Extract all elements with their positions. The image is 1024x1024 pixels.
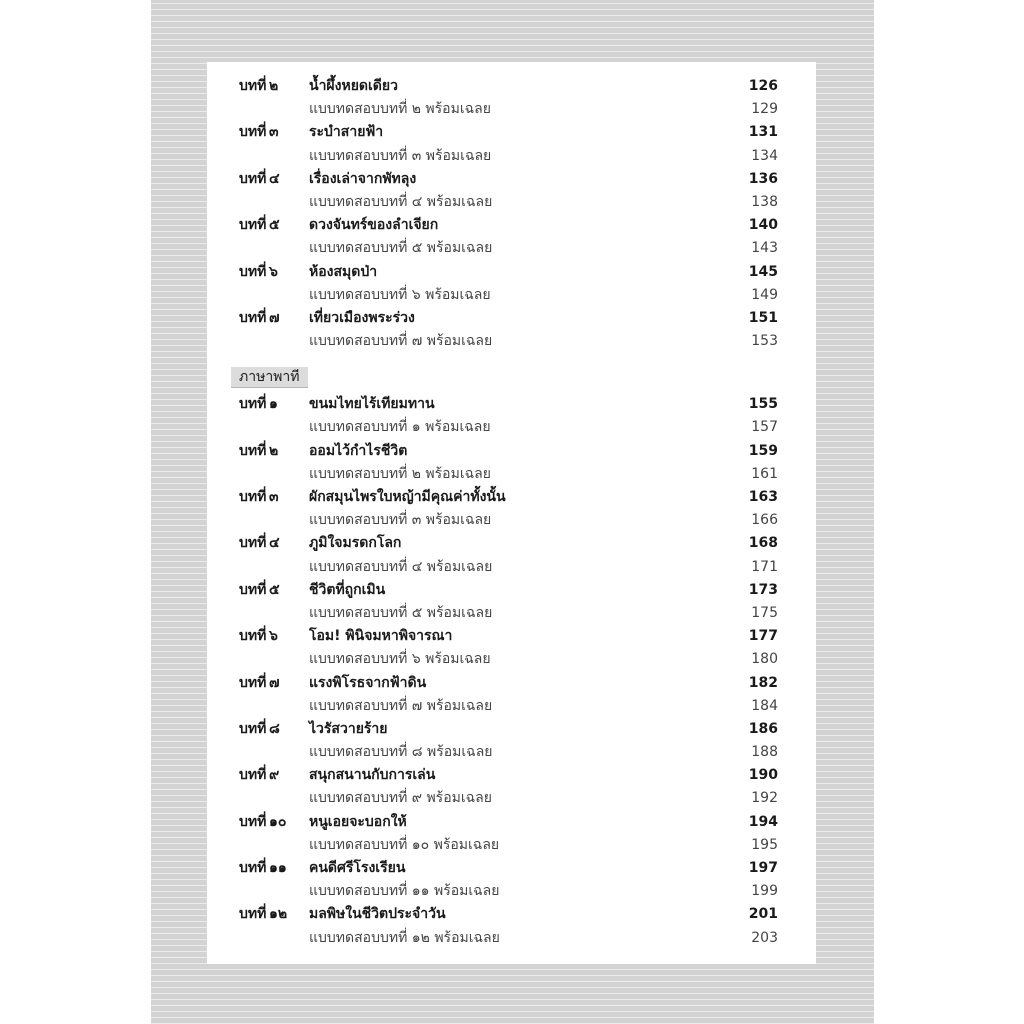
- chapter-page-number: 173: [748, 581, 778, 598]
- chapter-number: ๗: [269, 309, 280, 326]
- chapter-label: บทที่: [239, 628, 267, 645]
- quiz-title: แบบทดสอบบทที่ ๑ พร้อมเฉลย: [309, 419, 491, 436]
- quiz-title: แบบทดสอบบทที่ ๖ พร้อมเฉลย: [309, 651, 491, 668]
- chapter-label: บทที่: [239, 720, 267, 737]
- chapter-entry[interactable]: [207, 718, 816, 741]
- quiz-entry[interactable]: [207, 880, 816, 903]
- quiz-entry[interactable]: [207, 330, 816, 353]
- chapter-page-number: 182: [748, 674, 778, 691]
- quiz-title: แบบทดสอบบทที่ ๕ พร้อมเฉลย: [309, 604, 493, 621]
- table-of-contents: [207, 75, 816, 950]
- chapter-title: โอม! พินิจมหาพิจารณา: [309, 628, 453, 645]
- quiz-entry[interactable]: [207, 556, 816, 579]
- quiz-page-number: 203: [751, 929, 778, 946]
- chapter-page-number: 168: [748, 535, 778, 552]
- chapter-title: เรื่องเล่าจากพัทลุง: [309, 170, 417, 187]
- quiz-title: แบบทดสอบบทที่ ๔ พร้อมเฉลย: [309, 558, 493, 575]
- chapter-entry[interactable]: [207, 532, 816, 555]
- quiz-entry[interactable]: [207, 741, 816, 764]
- chapter-page-number: 140: [748, 217, 778, 234]
- chapter-entry[interactable]: [207, 168, 816, 191]
- chapter-number: ๘: [269, 720, 280, 737]
- chapter-title: ไวรัสวายร้าย: [309, 720, 388, 737]
- chapter-title: แรงพิโรธจากฟ้าดิน: [309, 674, 427, 691]
- chapter-number: ๔: [269, 535, 280, 552]
- chapter-title: เที่ยวเมืองพระร่วง: [309, 309, 415, 326]
- quiz-title: แบบทดสอบบทที่ ๗ พร้อมเฉลย: [309, 333, 493, 350]
- chapter-label: บทที่: [239, 396, 267, 413]
- quiz-page-number: 180: [751, 651, 778, 668]
- chapter-entry[interactable]: [207, 857, 816, 880]
- quiz-page-number: 175: [751, 604, 778, 621]
- chapter-page-number: 186: [748, 720, 778, 737]
- quiz-page-number: 161: [751, 465, 778, 482]
- chapter-label: บทที่: [239, 860, 267, 876]
- chapter-number: ๗: [269, 674, 280, 691]
- quiz-entry[interactable]: [207, 602, 816, 625]
- chapter-entry[interactable]: [207, 579, 816, 602]
- chapter-title: ชีวิตที่ถูกเมิน: [309, 581, 386, 598]
- quiz-entry[interactable]: [207, 787, 816, 810]
- quiz-title: แบบทดสอบบทที่ ๙ พร้อมเฉลย: [309, 790, 492, 807]
- quiz-title: แบบทดสอบบทที่ ๓ พร้อมเฉลย: [309, 512, 492, 529]
- chapter-entry[interactable]: [207, 811, 816, 834]
- quiz-page-number: 138: [751, 193, 778, 210]
- quiz-entry[interactable]: [207, 509, 816, 532]
- chapter-label: บทที่: [239, 906, 267, 923]
- chapter-title: ออมไว้กำไรชีวิต: [309, 442, 408, 459]
- chapter-label: บทที่: [239, 489, 267, 505]
- chapter-label: บทที่: [239, 124, 267, 141]
- quiz-page-number: 153: [751, 333, 778, 350]
- toc-page: [207, 62, 816, 964]
- chapter-label: บทที่: [239, 767, 267, 784]
- chapter-page-number: 197: [748, 860, 778, 876]
- section-spacer: [207, 353, 816, 365]
- quiz-title: แบบทดสอบบทที่ ๕ พร้อมเฉลย: [309, 240, 493, 257]
- chapter-page-number: 151: [748, 309, 778, 326]
- chapter-label: บทที่: [239, 813, 267, 830]
- quiz-page-number: 157: [751, 419, 778, 436]
- chapter-title: ผักสมุนไพรใบหญ้ามีคุณค่าทั้งนั้น: [309, 489, 506, 505]
- quiz-title: แบบทดสอบบทที่ ๗ พร้อมเฉลย: [309, 697, 493, 714]
- chapter-number: ๕: [269, 217, 280, 234]
- quiz-entry[interactable]: [207, 927, 816, 950]
- quiz-entry[interactable]: [207, 648, 816, 671]
- chapter-label: บทที่: [239, 581, 267, 598]
- chapter-label: บทที่: [239, 535, 267, 552]
- quiz-title: แบบทดสอบบทที่ ๒ พร้อมเฉลย: [309, 465, 491, 482]
- chapter-number: ๖: [269, 628, 278, 645]
- chapter-title: ระบำสายฟ้า: [309, 124, 384, 141]
- chapter-number: ๒: [269, 442, 279, 459]
- chapter-label: บทที่: [239, 309, 267, 326]
- quiz-page-number: 129: [751, 101, 778, 118]
- chapter-number: ๙: [269, 767, 280, 784]
- chapter-title: หนูเอยจะบอกให้: [309, 813, 407, 830]
- chapter-number: ๖: [269, 263, 278, 280]
- chapter-page-number: 201: [748, 906, 778, 923]
- chapter-entry[interactable]: [207, 625, 816, 648]
- chapter-label: บทที่: [239, 78, 267, 94]
- quiz-entry[interactable]: [207, 416, 816, 439]
- chapter-entry[interactable]: [207, 440, 816, 463]
- quiz-title: แบบทดสอบบทที่ ๑๑ พร้อมเฉลย: [309, 883, 500, 900]
- chapter-number: ๕: [269, 581, 280, 598]
- chapter-page-number: 145: [748, 263, 778, 280]
- quiz-page-number: 166: [751, 512, 778, 529]
- quiz-page-number: 192: [751, 790, 778, 807]
- quiz-page-number: 143: [751, 240, 778, 257]
- quiz-entry[interactable]: [207, 191, 816, 214]
- quiz-title: แบบทดสอบบทที่ ๖ พร้อมเฉลย: [309, 286, 491, 303]
- chapter-entry[interactable]: [207, 393, 816, 416]
- section-title: ภาษาพาที: [231, 367, 308, 388]
- chapter-title: สนุกสนานกับการเล่น: [309, 767, 436, 784]
- chapter-entry[interactable]: [207, 307, 816, 330]
- quiz-title: แบบทดสอบบทที่ ๑๒ พร้อมเฉลย: [309, 929, 500, 946]
- section-header: [207, 365, 816, 389]
- quiz-page-number: 188: [751, 744, 778, 761]
- quiz-page-number: 184: [751, 697, 778, 714]
- chapter-number: ๑๑: [269, 860, 287, 876]
- chapter-label: บทที่: [239, 170, 267, 187]
- quiz-entry[interactable]: [207, 237, 816, 260]
- chapter-number: ๔: [269, 170, 280, 187]
- quiz-page-number: 199: [751, 883, 778, 900]
- chapter-number: ๑๒: [269, 906, 288, 923]
- quiz-title: แบบทดสอบบทที่ ๓ พร้อมเฉลย: [309, 147, 492, 164]
- quiz-entry[interactable]: [207, 695, 816, 718]
- chapter-page-number: 177: [748, 628, 778, 645]
- quiz-title: แบบทดสอบบทที่ ๑๐ พร้อมเฉลย: [309, 836, 500, 853]
- chapter-title: คนดีศรีโรงเรียน: [309, 860, 406, 876]
- chapter-page-number: 163: [748, 489, 778, 505]
- chapter-title: ภูมิใจมรดกโลก: [309, 535, 402, 552]
- chapter-entry[interactable]: [207, 672, 816, 695]
- quiz-entry[interactable]: [207, 463, 816, 486]
- chapter-entry[interactable]: [207, 121, 816, 144]
- quiz-entry[interactable]: [207, 284, 816, 307]
- chapter-page-number: 136: [748, 170, 778, 187]
- quiz-page-number: 171: [751, 558, 778, 575]
- chapter-number: ๑๐: [269, 813, 287, 830]
- chapter-page-number: 126: [748, 78, 778, 94]
- chapter-page-number: 131: [748, 124, 778, 141]
- quiz-title: แบบทดสอบบทที่ ๘ พร้อมเฉลย: [309, 744, 493, 761]
- chapter-title: ดวงจันทร์ของลำเจียก: [309, 217, 439, 234]
- chapter-page-number: 159: [748, 442, 778, 459]
- quiz-title: แบบทดสอบบทที่ ๒ พร้อมเฉลย: [309, 101, 491, 118]
- quiz-page-number: 149: [751, 286, 778, 303]
- chapter-entry[interactable]: [207, 903, 816, 926]
- chapter-label: บทที่: [239, 217, 267, 234]
- chapter-entry[interactable]: [207, 486, 816, 509]
- chapter-page-number: 194: [748, 813, 778, 830]
- chapter-entry[interactable]: [207, 261, 816, 284]
- quiz-title: แบบทดสอบบทที่ ๔ พร้อมเฉลย: [309, 193, 493, 210]
- chapter-number: ๓: [269, 124, 279, 141]
- chapter-number: ๒: [269, 78, 279, 94]
- quiz-entry[interactable]: [207, 834, 816, 857]
- chapter-label: บทที่: [239, 442, 267, 459]
- chapter-number: ๓: [269, 489, 279, 505]
- quiz-entry[interactable]: [207, 98, 816, 121]
- chapter-entry[interactable]: [207, 214, 816, 237]
- chapter-title: น้ำผึ้งหยดเดียว: [309, 78, 398, 94]
- chapter-entry[interactable]: [207, 764, 816, 787]
- chapter-entry[interactable]: [207, 75, 816, 98]
- chapter-title: ขนมไทยไร้เทียมทาน: [309, 396, 435, 413]
- chapter-title: มลพิษในชีวิตประจำวัน: [309, 906, 446, 923]
- chapter-label: บทที่: [239, 263, 267, 280]
- chapter-page-number: 155: [748, 396, 778, 413]
- chapter-number: ๑: [269, 396, 278, 413]
- quiz-page-number: 195: [751, 836, 778, 853]
- chapter-label: บทที่: [239, 674, 267, 691]
- quiz-page-number: 134: [751, 147, 778, 164]
- chapter-title: ห้องสมุดป่า: [309, 263, 378, 280]
- chapter-page-number: 190: [748, 767, 778, 784]
- quiz-entry[interactable]: [207, 145, 816, 168]
